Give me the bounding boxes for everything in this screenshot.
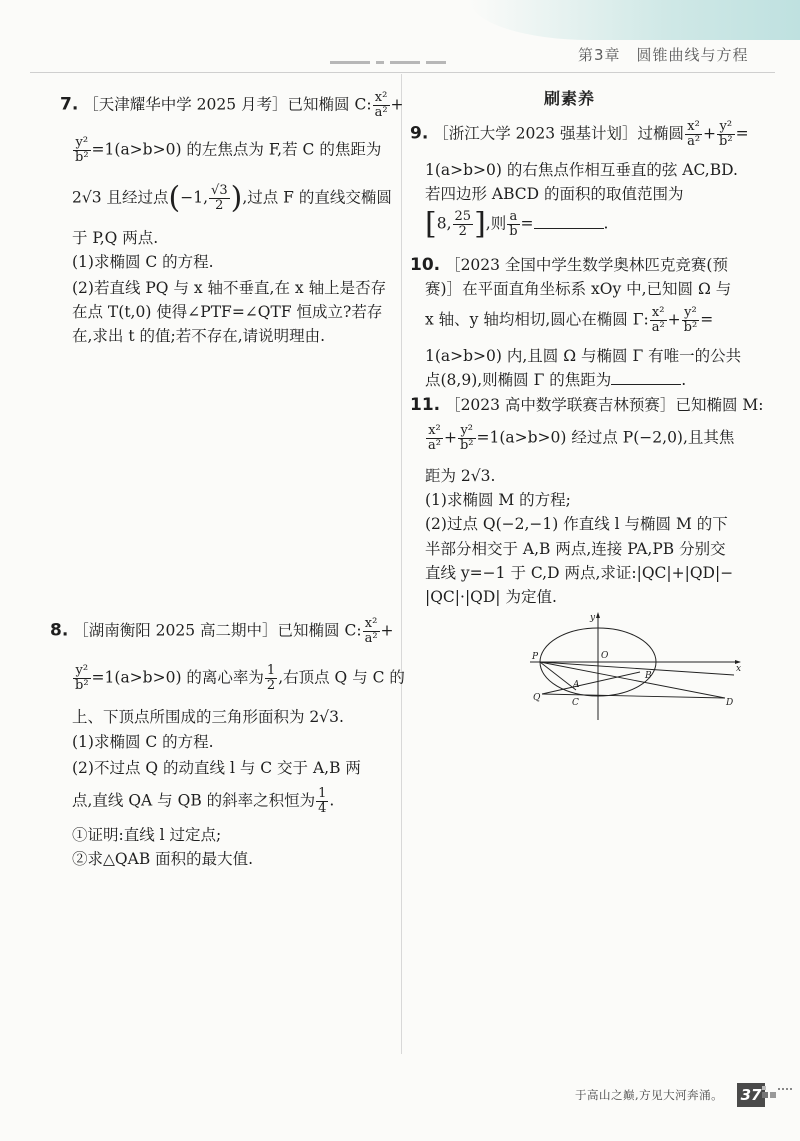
page-number: 37 [737,1083,765,1107]
problem-text: 2√3 且经过点 [72,188,169,207]
problem-text: 若四边形 ABCD 的面积的取值范围为 [425,185,684,203]
problem-text: =1(a>b>0) 经过点 P(−2,0),且其焦 [476,428,735,447]
problem-text: x 轴、y 轴均相切,圆心在椭圆 Γ: [425,310,649,329]
label-c: C [572,698,579,708]
problem-text: (2)过点 Q(−2,−1) 作直线 l 与椭圆 M 的下 [425,515,728,533]
footer-motto: 于高山之巅,方见大河奔涌。 [575,1088,724,1102]
problem-text: 已知椭圆 C: [277,621,362,640]
problem-text: 上、下顶点所围成的三角形面积为 2√3. [72,708,344,726]
problem-text: (1)求椭圆 C 的方程. [72,733,214,751]
problem-text: =1(a>b>0) 的离心率为 [91,668,264,687]
problem-number: 7. [60,94,79,115]
header-rule [30,72,775,73]
fraction: $\frac{1}{4}$ [318,786,327,816]
problem-text: 直线 y=−1 于 C,D 两点,求证:|QC|+|QD|− [425,564,734,582]
problem-source: ［湖南衡阳 2025 高二期中］ [73,621,278,640]
problem-text: ,过点 F 的直线交椭圆 [242,188,392,207]
problem-text: ②求△QAB 面积的最大值. [72,850,254,868]
problem-number: 9. [410,123,429,144]
problem-text: |QC|·|QD| 为定值. [425,588,557,606]
problem-text: (2)若直线 PQ 与 x 轴不垂直,在 x 轴上是否存 [72,279,387,297]
problem-number: 11. [410,395,441,415]
column-divider [401,74,402,1054]
problem-source: 赛)］ [425,280,463,298]
label-x: x [736,664,742,674]
section-title: 刷素养 [544,89,596,108]
problem-text: =1(a>b>0) 的左焦点为 F,若 C 的焦距为 [91,140,382,159]
page: 第3章 圆锥曲线与方程 刷素养 7. ［天津耀华中学 2025 月考］已知椭圆 C: $\frac{\text{x²}}{\text{a²}}$ + $\frac{\text{y²}}{\text{b²}}$ =1(a>b>0) 的左焦点为 F,若 C 的焦距为 2√3 且经过点(−1, $\frac{√3}{2}$ ),过点 F 的直线交椭圆 于 P,Q 两点. (1)求椭圆 C 的方程. (2)若直线 PQ 与 x 轴不垂直,在 x 轴上是否存 在点 T(t,0) 使得∠PTF=∠QTF 恒成立?若存 在,求出 t 的值;若不存在,请说明理由. 8. ［湖南衡阳 2025 高二期中］已知椭圆 C: $\frac{\text{x²}}{\text{a²}}$ + $\frac{\text{y²}}{\text{b²}}$ =1(a>b>0) 的离心率为 $\frac{1}{2}$ ,右顶点 Q 与 C 的 上、下顶点所围成的三角形面积为 2√3. (1)求椭圆 C 的方程. (2)不过点 Q 的动直线 l 与 C 交于 A,B 两 点,直线 QA 与 QB 的斜率之积恒为 $\frac{1}{4}$ . ①证明:直线 l 过定点; ②求△QAB 面积的最大值. 9. ［浙江大学 2023 强基计划］过椭圆 $\frac{\text{x²}}{\text{a²}}$ + $\frac{\text{y²}}{\text{b²}}$ = 1(a>b>0) 的右焦点作相互垂直的弦 AC,BD. 若四边形 ABCD 的面积的取值范围为 [8, $\frac{25}{2}$ ],则 $\frac{a}{b}$ = . 10. ［2023 全国中学生数学奥林匹克竞赛(预 赛)］在平面直角坐标系 xOy 中,已知圆 Ω 与 x 轴、y 轴均相切,圆心在椭圆 Γ: $\frac{\text{x²}}{\text{a²}}$ + $\frac{\text{y²}}{\text{b²}}$ = 1(a>b>0) 内,且圆 Ω 与椭圆 Γ 有唯一的公共 点(8,9),则椭圆 Γ 的焦距为 . 11. ［2023 高中数学联赛吉林预赛］已知椭圆 M: $\frac{\text{x²}}{\text{a²}}$ + $\frac{\text{y²}}{\text{b²}}$ =1(a>b>0) 经过点 P(−2,0),且其焦 距为 2√3. (1)求椭圆 M 的方程; (2)过点 Q(−2,−1) 作直线 l 与椭圆 M 的下 半部分相交于 A,B 两点,连接 PA,PB 分别交 直线 y=−1 于 C,D 两点,求证:|QC|+|QD|− |QC|·|QD| 为定值. P y O x A B Q C D 于高山之巅,方见大河奔涌。 37 [0,0,800,1141]
fraction: $\frac{\text{y²}}{\text{b²}}$ [75,663,89,693]
problem-text: ①证明:直线 l 过定点; [72,826,222,844]
problem-text: 在,求出 t 的值;若不存在,请说明理由. [72,327,326,345]
problem-text: 在点 T(t,0) 使得∠PTF=∠QTF 恒成立?若存 [72,303,383,321]
fraction: $\frac{√3}{2}$ [211,183,228,213]
ellipse-diagram [530,612,745,722]
label-d: D [726,698,734,708]
problem-text: 已知椭圆 C: [287,95,372,114]
header-decoration [470,0,800,40]
fraction: $\frac{\text{x²}}{\text{a²}}$ [364,616,378,646]
fraction: $\frac{\text{x²}}{\text{a²}}$ [428,423,441,453]
fraction: $\frac{\text{y²}}{\text{b²}}$ [683,305,698,335]
line-y-minus-1 [542,694,725,698]
problem-source: ［天津耀华中学 2025 月考］ [83,95,288,114]
label-a: A [573,680,580,690]
problem-text: ,则 [485,214,507,233]
chapter-header: 第3章 圆锥曲线与方程 [578,46,749,64]
problem-source: ［浙江大学 2023 强基计划］ [433,124,638,143]
fraction: $\frac{\text{x²}}{\text{a²}}$ [687,119,701,149]
problem-text: ,右顶点 Q 与 C 的 [278,668,405,687]
problem-text: . [329,791,335,810]
label-o: O [601,651,609,661]
problem-text: (1)求椭圆 C 的方程. [72,253,214,271]
problem-text: 点(8,9),则椭圆 Γ 的焦距为 [425,371,612,389]
label-y: y [590,613,596,623]
fraction: $\frac{25}{2}$ [454,209,472,239]
problem-text: 点,直线 QA 与 QB 的斜率之积恒为 [72,791,316,810]
problem-text: 过椭圆 [637,124,685,143]
y-axis-arrow [596,612,600,618]
answer-blank [534,212,604,229]
problem-text: (1)求椭圆 M 的方程; [425,491,571,509]
problem-text: (2)不过点 Q 的动直线 l 与 C 交于 A,B 两 [72,759,361,777]
problem-text: 距为 2√3. [425,467,496,485]
fraction: $\frac{\text{x²}}{\text{a²}}$ [374,90,388,120]
label-b: B [645,671,652,681]
label-q: Q [533,693,541,703]
problem-number: 10. [410,255,441,275]
problem-number: 8. [50,620,69,641]
fraction: $\frac{\text{x²}}{\text{a²}}$ [651,305,665,335]
problem-text: 1(a>b>0) 内,且圆 Ω 与椭圆 Γ 有唯一的公共 [425,347,742,365]
fraction: $\frac{a}{b}$ [509,209,518,239]
problem-text: 在平面直角坐标系 xOy 中,已知圆 Ω 与 [462,280,732,298]
problem-text: 已知椭圆 M: [675,396,764,414]
answer-blank [611,368,681,385]
problem-source: ［2023 全国中学生数学奥林匹克竞赛(预 [445,256,728,274]
problem-text: 1(a>b>0) 的右焦点作相互垂直的弦 AC,BD. [425,161,738,179]
fraction: $\frac{\text{y²}}{\text{b²}}$ [719,119,733,149]
segment-pd [540,662,725,698]
footer-decoration [760,1086,796,1102]
fraction: $\frac{\text{y²}}{\text{b²}}$ [459,423,474,453]
fraction: $\frac{1}{2}$ [266,663,276,693]
problem-source: ［2023 高中数学联赛吉林预赛］ [445,396,676,414]
problem-text: 于 P,Q 两点. [72,229,159,247]
problem-text: 半部分相交于 A,B 两点,连接 PA,PB 分别交 [425,540,726,558]
fraction: $\frac{\text{y²}}{\text{b²}}$ [75,135,89,165]
label-p: P [532,652,539,662]
header-dashes [330,52,480,60]
